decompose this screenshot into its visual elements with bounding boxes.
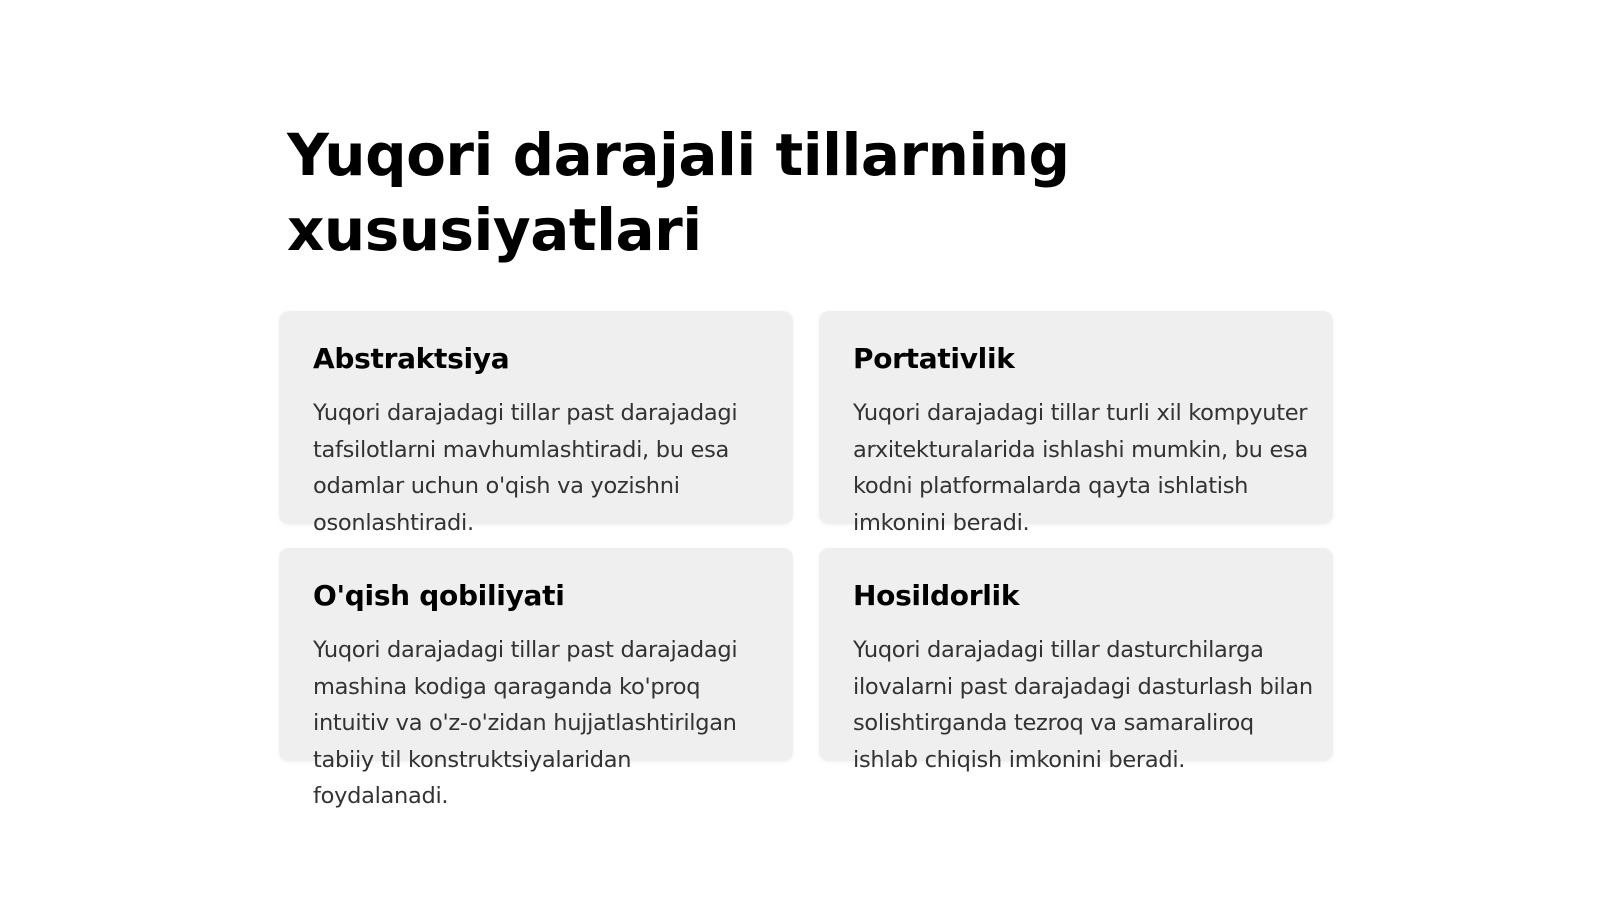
card-text: Yuqori darajadagi tillar dasturchilarga ilovalarni past darajadagi dasturlash bilan solishtirganda tezroq va samaraliroq ishlab chiqish imkonini beradi. (853, 637, 1313, 773)
card-text: Yuqori darajadagi tillar turli xil kompyuter arxitekturalarida ishlashi mumkin, bu esa kodni platformalarda qayta ishlatish imkonini beradi. (853, 400, 1308, 536)
card-title: Hosildorlik (853, 579, 1020, 612)
card-title: Portativlik (853, 342, 1015, 375)
card-content (853, 341, 1313, 541)
feature-card-portability (819, 311, 1333, 536)
card-content (313, 578, 773, 815)
slide-title: Yuqori darajali tillarning xususiyatlari (287, 121, 1070, 264)
card-text: Yuqori darajadagi tillar past darajadagi tafsilotlarni mavhumlashtiradi, bu esa odamlar uchun o'qish va yozishni osonlashtiradi. (313, 400, 738, 536)
feature-card-abstraction (279, 311, 793, 536)
feature-card-productivity (819, 548, 1333, 773)
card-content (313, 341, 773, 541)
card-title: O'qish qobiliyati (313, 579, 565, 612)
card-content (853, 578, 1313, 778)
feature-card-readability (279, 548, 793, 809)
card-title: Abstraktsiya (313, 342, 510, 375)
card-text: Yuqori darajadagi tillar past darajadagi mashina kodiga qaraganda ko'proq intuitiv va o'z-o'zidan hujjatlashtirilgan tabiiy til konstruktsiyalaridan foydalanadi. (313, 637, 738, 809)
